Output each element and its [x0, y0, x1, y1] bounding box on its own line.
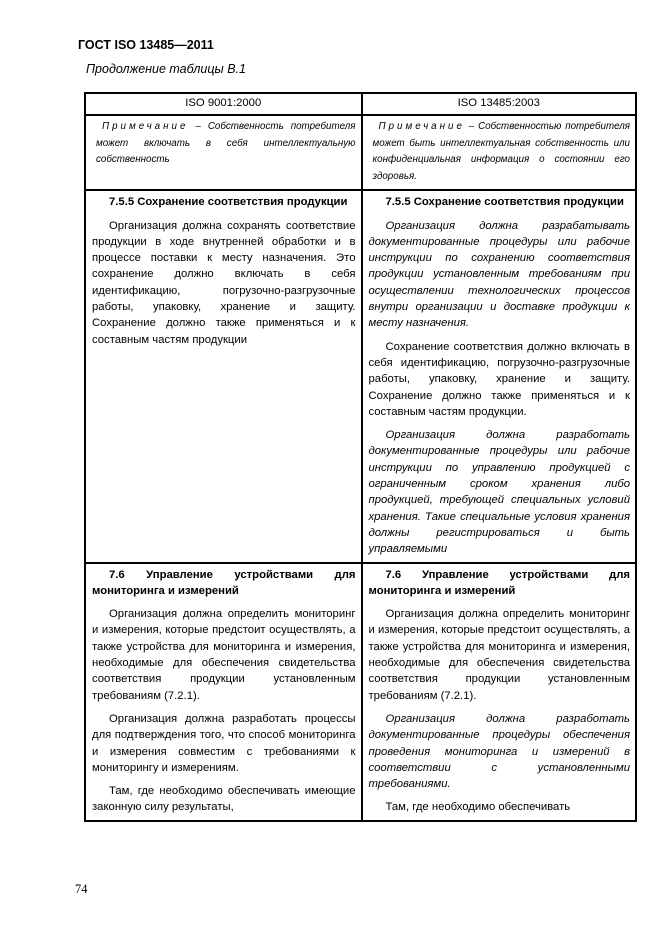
- page-number: 74: [75, 882, 88, 896]
- paragraph: Организация должна разработать документированные процедуры или рабочие инструкции по управлению продукцией с ограниченным сроком хранения либо продукцией, требующей специальных условий хранения. Такие специальные условия хранения должны регистрироваться и быть управляемыми: [368, 429, 630, 556]
- paragraph: Там, где необходимо обеспечивать: [385, 801, 571, 814]
- paragraph: Организация должна определить мониторинг и измерения, которые предстоит осуществлять, а также устройства для мониторинга и измерения, необходимые для обеспечения свидетельства соответствия продукции установленным требованиям (7.2.1).: [368, 608, 630, 702]
- section-heading: 7.6 Управление устройствами для мониторинга и измерений: [92, 568, 356, 597]
- note-cell-left: [86, 116, 361, 189]
- section-heading: 7.5.5 Сохранение соответствия продукции: [109, 196, 348, 209]
- paragraph: Там, где необходимо обеспечивать имеющие законную силу результаты,: [92, 785, 356, 814]
- section-heading: 7.6 Управление устройствами для мониторинга и измерений: [368, 568, 630, 597]
- cell-right-7-5-5: [361, 191, 636, 561]
- paragraph: Организация должна определить мониторинг и измерения, которые предстоит осуществлять, а также устройства для мониторинга и измерения, необходимые для обеспечения свидетельства соответствия продукции установленным требованиям (7.2.1).: [92, 608, 356, 702]
- table-row-7-5-5: [86, 189, 635, 561]
- column-header-iso9001: ISO 9001:2000: [185, 97, 262, 109]
- table-row-note: [86, 114, 635, 189]
- column-header-iso13485: ISO 13485:2003: [361, 94, 636, 114]
- section-heading: 7.5.5 Сохранение соответствия продукции: [385, 196, 624, 209]
- comparison-table: [84, 92, 637, 822]
- paragraph: Организация должна разрабатывать документированные процедуры или рабочие инструкции по сохранению соответствия продукции установленным требованиям при осуществлении технологических процессов внутри организации и доставке продукции к месту назначения.: [368, 219, 630, 330]
- paragraph: Организация должна разработать документированные процедуры обеспечения проведения мониторинга и измерений в соответствии с установленными требованиями.: [368, 712, 630, 791]
- table-continuation-label: Продолжение таблицы В.1: [86, 62, 246, 76]
- paragraph: Сохранение соответствия должно включать в себя идентификацию, погрузочно-разгрузочные работы, упаковку, хранение и защиту. Сохранение должно также применяться и к составным частям продукции.: [368, 340, 630, 418]
- paragraph: Организация должна сохранять соответствие продукции в ходе внутренней обработки и в процессе поставки к месту назначения. Это сохранение должно включать в себя идентификацию, погрузочно-разгрузочные работы, упаковку, хранение и защиту. Сохранение должно также применяться и к составным частям продукции: [92, 219, 356, 346]
- note-text: – Собственностью потребителя может быть интеллектуальная собственность или конфиденциальная информация о состоянии его здоровья.: [372, 121, 630, 182]
- cell-left-7-6: [86, 564, 361, 820]
- table-row-7-6: [86, 562, 635, 820]
- paragraph: Организация должна разработать процессы для подтверждения того, что способ мониторинга и измерения совместим с требованиями к мониторингу и измерениям.: [92, 712, 356, 774]
- note-cell-right: [361, 116, 636, 189]
- cell-left-7-5-5: [86, 191, 361, 561]
- cell-right-7-6: [361, 564, 636, 820]
- note-label: Примечание: [378, 121, 465, 133]
- table-header-row: [86, 94, 635, 114]
- note-label: Примечание: [102, 121, 189, 133]
- document-title: ГОСТ ISO 13485—2011: [78, 38, 214, 52]
- note-text: – Собственность потребителя может включать в себя интеллектуальную собственность: [96, 121, 356, 166]
